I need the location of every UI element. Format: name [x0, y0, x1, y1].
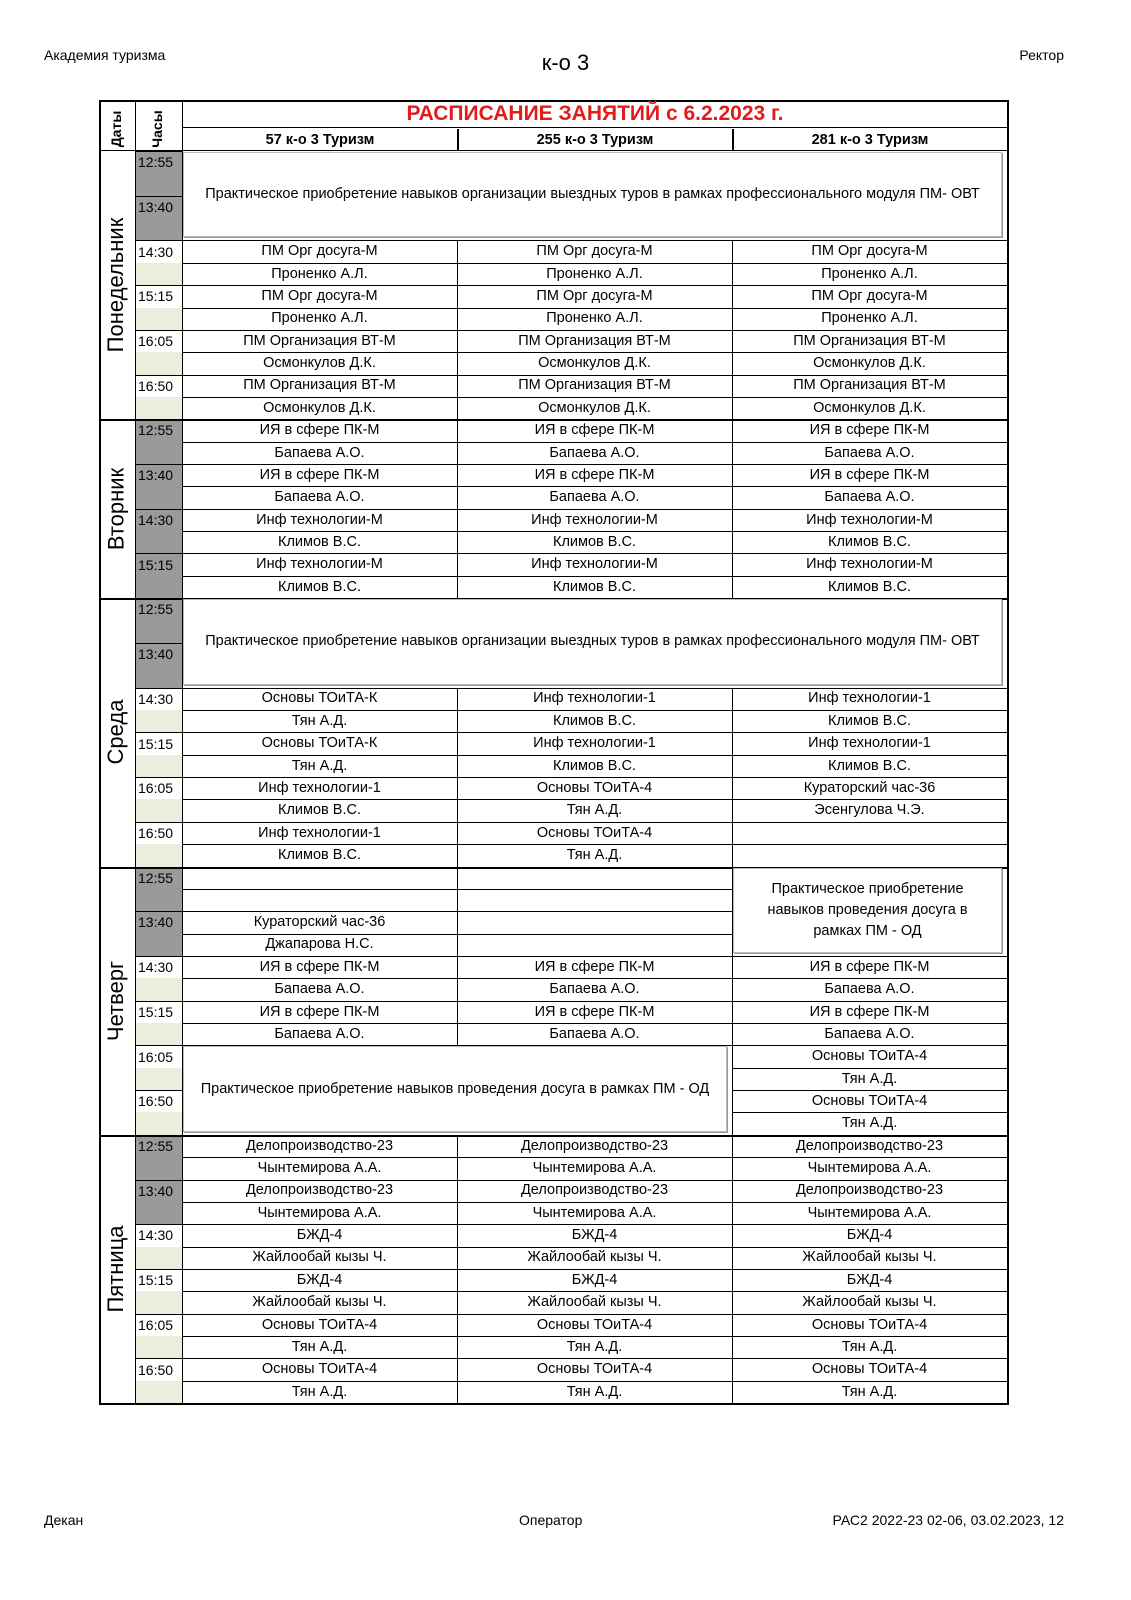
time-slot-filler	[135, 844, 182, 866]
subject-cell: Основы ТОиТА-К	[261, 690, 378, 707]
teacher-cell: Климов В.С.	[278, 533, 361, 550]
teacher-cell: Джапарова Н.С.	[265, 936, 374, 953]
grid-line	[135, 285, 182, 286]
subject-cell: ПМ Организация ВТ-М	[793, 332, 946, 349]
time-slot-filler	[135, 1336, 182, 1358]
subject-cell: ИЯ в сфере ПК-М	[809, 1003, 930, 1020]
grid-line	[99, 1135, 1007, 1137]
teacher-cell: Тян А.Д.	[566, 847, 623, 863]
subject-cell: Основы ТОиТА-4	[811, 1316, 928, 1333]
day-label: Вторник	[102, 467, 128, 550]
time-slot: 13:40	[135, 1180, 182, 1202]
time-slot-filler	[135, 1112, 182, 1134]
grid-line	[135, 956, 182, 957]
subject-cell: БЖД-4	[296, 1271, 343, 1288]
teacher-cell: Климов В.С.	[828, 712, 911, 729]
teacher-cell: Чынтемирова А.А.	[257, 1204, 382, 1221]
time-slot: 15:15	[135, 285, 182, 307]
subject-cell: Основы ТОиТА-4	[536, 1316, 653, 1333]
teacher-cell: Чынтемирова А.А.	[257, 1160, 382, 1177]
subject-cell: Основы ТОиТА-К	[261, 735, 378, 752]
teacher-cell: Тян А.Д.	[841, 1338, 898, 1355]
teacher-cell: Проненко А.Л.	[271, 310, 368, 327]
time-slot: 12:55	[135, 598, 182, 620]
time-slot-filler	[135, 1157, 182, 1179]
time-slot-filler	[135, 1381, 182, 1403]
time-slot-filler	[135, 218, 182, 240]
subject-cell: Делопроизводство-23	[520, 1137, 669, 1154]
teacher-cell: Проненко А.Л.	[821, 265, 918, 282]
subject-cell: Инф технологии-М	[256, 556, 383, 573]
teacher-cell: Проненко А.Л.	[821, 310, 918, 327]
time-slot: 12:55	[135, 1135, 182, 1157]
time-slot-filler	[135, 263, 182, 285]
subject-cell: ПМ Организация ВТ-М	[243, 332, 396, 349]
teacher-cell: Тян А.Д.	[566, 1338, 623, 1355]
grid-line	[135, 196, 182, 197]
time-slot: 15:15	[135, 1269, 182, 1291]
teacher-cell: Климов В.С.	[278, 802, 361, 819]
teacher-cell: Климов В.С.	[828, 757, 911, 774]
teacher-cell: Тян А.Д.	[841, 1070, 898, 1087]
time-slot: 16:05	[135, 330, 182, 352]
subject-cell	[457, 911, 732, 933]
time-slot-filler	[135, 621, 182, 643]
grid-line	[135, 1090, 182, 1091]
teacher-cell: Жайлообай кызы Ч.	[802, 1249, 937, 1266]
practice-block: Практическое приобретение навыков организации выездных туров в рамках профессионального модуля ПМ- ОВТ	[183, 152, 1002, 237]
subject-cell: БЖД-4	[846, 1227, 893, 1244]
subject-cell: Основы ТОиТА-4	[811, 1048, 928, 1065]
subject-cell: ИЯ в сфере ПК-М	[534, 1003, 655, 1020]
subject-cell: БЖД-4	[296, 1227, 343, 1244]
time-slot: 16:50	[135, 375, 182, 397]
time-slot: 12:55	[135, 419, 182, 441]
time-slot-filler	[135, 1068, 182, 1090]
subject-cell: ИЯ в сфере ПК-М	[809, 466, 930, 483]
time-slot: 12:55	[135, 867, 182, 889]
group-header-57: 57 к-о 3 Туризм	[265, 132, 375, 148]
teacher-cell	[457, 934, 732, 956]
grid-line	[135, 822, 182, 823]
subject-cell: ПМ Орг досуга-М	[261, 243, 378, 260]
teacher-cell: Тян А.Д.	[566, 1383, 623, 1400]
grid-line	[135, 777, 182, 778]
subject-cell: Делопроизводство-23	[795, 1137, 944, 1154]
time-slot: 14:30	[135, 509, 182, 531]
subject-cell: Основы ТОиТА-4	[536, 779, 653, 796]
subject-cell: Основы ТОиТА-4	[536, 824, 653, 841]
subject-cell: Инф технологии-1	[258, 824, 381, 841]
time-slot-filler	[135, 486, 182, 508]
time-slot-filler	[135, 1202, 182, 1224]
subject-cell: ИЯ в сфере ПК-М	[259, 466, 380, 483]
teacher-cell: Бапаева А.О.	[549, 444, 640, 461]
subject-cell: ПМ Орг досуга-М	[811, 243, 928, 260]
grid-line	[135, 1224, 182, 1225]
time-slot: 13:40	[135, 196, 182, 218]
time-slot: 15:15	[135, 732, 182, 754]
subject-cell: ПМ Организация ВТ-М	[518, 332, 671, 349]
time-slot-filler	[135, 799, 182, 821]
subject-cell: Инф технологии-М	[531, 511, 658, 528]
teacher-cell: Тян А.Д.	[841, 1115, 898, 1132]
time-slot: 13:40	[135, 643, 182, 665]
teacher-cell: Бапаева А.О.	[824, 981, 915, 998]
practice-block: Практическое приобретение навыков проведения досуга в рамках ПМ - ОД	[183, 1046, 727, 1131]
subject-cell: ИЯ в сфере ПК-М	[534, 466, 655, 483]
subject-cell: Кураторский час-36	[803, 779, 936, 796]
column-header-hours: Часы	[149, 110, 165, 148]
time-slot-filler	[135, 531, 182, 553]
teacher-cell: Жайлообай кызы Ч.	[802, 1294, 937, 1311]
time-slot-filler	[135, 397, 182, 419]
teacher-cell: Бапаева А.О.	[549, 981, 640, 998]
subject-cell: БЖД-4	[846, 1271, 893, 1288]
time-slot: 14:30	[135, 1224, 182, 1246]
teacher-cell: Бапаева А.О.	[549, 489, 640, 506]
footer-center: Оператор	[519, 1512, 583, 1528]
subject-cell: БЖД-4	[571, 1271, 618, 1288]
subject-cell: ИЯ в сфере ПК-М	[809, 958, 930, 975]
time-slot: 12:55	[135, 151, 182, 173]
grid-line	[135, 464, 182, 465]
teacher-cell: Бапаева А.О.	[274, 489, 365, 506]
teacher-cell: Осмонкулов Д.К.	[538, 355, 651, 372]
grid-line	[135, 240, 182, 241]
time-slot: 14:30	[135, 240, 182, 262]
teacher-cell: Чынтемирова А.А.	[532, 1204, 657, 1221]
teacher-cell: Тян А.Д.	[841, 1383, 898, 1400]
teacher-cell: Климов В.С.	[278, 578, 361, 595]
time-slot-filler	[135, 755, 182, 777]
subject-cell: ИЯ в сфере ПК-М	[534, 958, 655, 975]
time-slot-filler	[135, 934, 182, 956]
grid-line	[135, 509, 182, 510]
teacher-cell: Климов В.С.	[553, 757, 636, 774]
grid-line	[135, 1001, 182, 1002]
time-slot-filler	[135, 308, 182, 330]
grid-line	[135, 330, 182, 331]
grid-line	[135, 688, 182, 689]
teacher-cell: Жайлообай кызы Ч.	[252, 1249, 387, 1266]
grid-line	[135, 1180, 182, 1181]
teacher-cell: Тян А.Д.	[291, 1383, 348, 1400]
teacher-cell: Осмонкулов Д.К.	[263, 399, 376, 416]
subject-cell: ПМ Орг досуга-М	[261, 288, 378, 304]
grid-line	[135, 553, 182, 554]
time-slot: 15:15	[135, 553, 182, 575]
teacher-cell: Осмонкулов Д.К.	[813, 355, 926, 372]
grid-line	[1007, 100, 1009, 1404]
teacher-cell	[732, 844, 1007, 866]
teacher-cell: Тян А.Д.	[566, 802, 623, 819]
grid-line	[135, 1314, 182, 1315]
teacher-cell: Эсенгулова Ч.Э.	[814, 802, 925, 819]
teacher-cell: Жайлообай кызы Ч.	[527, 1294, 662, 1311]
teacher-cell: Осмонкулов Д.К.	[538, 399, 651, 416]
teacher-cell: Чынтемирова А.А.	[532, 1160, 657, 1177]
group-header-281: 281 к-о 3 Туризм	[811, 132, 929, 148]
grid-line	[135, 1045, 182, 1046]
time-slot: 16:50	[135, 1358, 182, 1380]
time-slot-filler	[135, 710, 182, 732]
grid-line	[99, 419, 1007, 421]
subject-cell: Делопроизводство-23	[795, 1182, 944, 1199]
teacher-cell: Тян А.Д.	[291, 1338, 348, 1355]
time-slot: 13:40	[135, 464, 182, 486]
day-label: Среда	[103, 699, 128, 765]
grid-line	[182, 100, 183, 1403]
teacher-cell: Бапаева А.О.	[824, 1025, 915, 1042]
time-slot-filler	[135, 1291, 182, 1313]
teacher-cell: Бапаева А.О.	[274, 981, 365, 998]
subject-cell: Основы ТОиТА-4	[261, 1316, 378, 1333]
subject-cell: Основы ТОиТА-4	[536, 1361, 653, 1378]
day-label: Понедельник	[103, 217, 128, 353]
schedule-title: РАСПИСАНИЕ ЗАНЯТИЙ с 6.2.2023 г.	[406, 102, 784, 125]
subject-cell: ИЯ в сфере ПК-М	[259, 422, 380, 439]
subject-cell: Делопроизводство-23	[245, 1137, 394, 1154]
subject-cell: Основы ТОиТА-4	[811, 1092, 928, 1109]
teacher-cell: Климов В.С.	[828, 533, 911, 550]
teacher-cell: Бапаева А.О.	[824, 489, 915, 506]
teacher-cell: Климов В.С.	[553, 578, 636, 595]
time-slot-filler	[135, 889, 182, 911]
teacher-cell: Чынтемирова А.А.	[807, 1160, 932, 1177]
time-slot: 13:40	[135, 911, 182, 933]
subject-cell: Инф технологии-1	[808, 735, 931, 752]
subject-cell: Делопроизводство-23	[245, 1182, 394, 1199]
time-slot: 16:05	[135, 777, 182, 799]
teacher-cell: Бапаева А.О.	[274, 444, 365, 461]
teacher-cell: Климов В.С.	[553, 712, 636, 729]
subject-cell: Инф технологии-1	[533, 735, 656, 752]
teacher-cell: Чынтемирова А.А.	[807, 1204, 932, 1221]
subject-cell: Инф технологии-М	[256, 511, 383, 528]
subject-cell: ИЯ в сфере ПК-М	[534, 422, 655, 439]
teacher-cell: Климов В.С.	[553, 533, 636, 550]
time-slot-filler	[135, 576, 182, 598]
subject-cell: Инф технологии-1	[808, 690, 931, 707]
teacher-cell: Жайлообай кызы Ч.	[252, 1294, 387, 1311]
subject-cell: ПМ Орг досуга-М	[811, 288, 928, 304]
subject-cell: Делопроизводство-23	[520, 1182, 669, 1199]
practice-block: Практическое приобретение навыков организации выездных туров в рамках профессионального модуля ПМ- ОВТ	[183, 599, 1002, 684]
day-label: Пятница	[103, 1225, 128, 1313]
grid-line	[135, 1269, 182, 1270]
practice-block: Практическое приобретение навыков проведения досуга в рамках ПМ - ОД	[733, 868, 1002, 953]
grid-line	[135, 732, 182, 733]
grid-line	[135, 375, 182, 376]
grid-line	[135, 1358, 182, 1359]
footer-left: Декан	[44, 1512, 84, 1528]
grid-line	[99, 1403, 1009, 1405]
subject-cell: Основы ТОиТА-4	[261, 1361, 378, 1378]
time-slot: 16:50	[135, 1090, 182, 1112]
subject-cell: Кураторский час-36	[253, 914, 386, 931]
time-slot: 16:05	[135, 1045, 182, 1067]
grid-line	[135, 643, 182, 644]
time-slot-filler	[135, 978, 182, 1000]
subject-cell: ПМ Организация ВТ-М	[793, 377, 946, 394]
header-left: Академия туризма	[44, 47, 166, 63]
day-label: Четверг	[103, 960, 128, 1041]
time-slot-filler	[135, 173, 182, 195]
time-slot: 16:05	[135, 1314, 182, 1336]
subject-cell: ПМ Орг досуга-М	[536, 288, 653, 304]
teacher-cell	[182, 889, 457, 911]
teacher-cell: Климов В.С.	[278, 847, 361, 863]
teacher-cell: Бапаева А.О.	[824, 444, 915, 461]
subject-cell: ИЯ в сфере ПК-М	[259, 1003, 380, 1020]
teacher-cell: Проненко А.Л.	[546, 265, 643, 282]
teacher-cell: Осмонкулов Д.К.	[263, 355, 376, 372]
time-slot: 16:50	[135, 822, 182, 844]
grid-line	[182, 127, 1007, 128]
subject-cell: ИЯ в сфере ПК-М	[259, 958, 380, 975]
group-header-255: 255 к-о 3 Туризм	[536, 132, 654, 148]
subject-cell: Основы ТОиТА-4	[811, 1361, 928, 1378]
teacher-cell: Бапаева А.О.	[549, 1025, 640, 1042]
subject-cell	[182, 867, 457, 889]
subject-cell: БЖД-4	[571, 1227, 618, 1244]
column-header-dates: Даты	[108, 110, 124, 148]
subject-cell	[457, 867, 732, 889]
teacher-cell	[457, 889, 732, 911]
time-slot-filler	[135, 442, 182, 464]
grid-line	[135, 151, 182, 152]
subject-cell: Инф технологии-1	[258, 779, 381, 796]
teacher-cell: Проненко А.Л.	[271, 265, 368, 282]
subject-cell: ПМ Орг досуга-М	[536, 243, 653, 260]
time-slot-filler	[135, 665, 182, 687]
subject-cell	[732, 822, 1007, 844]
header-right: Ректор	[1019, 47, 1064, 63]
time-slot-filler	[135, 1247, 182, 1269]
footer-right: РАС2 2022-23 02-06, 03.02.2023, 12	[832, 1512, 1064, 1528]
time-slot: 15:15	[135, 1001, 182, 1023]
teacher-cell: Тян А.Д.	[291, 757, 348, 774]
subject-cell: ИЯ в сфере ПК-М	[809, 422, 930, 439]
teacher-cell: Бапаева А.О.	[274, 1025, 365, 1042]
teacher-cell: Проненко А.Л.	[546, 310, 643, 327]
header-center: к-о 3	[541, 50, 590, 75]
grid-line	[135, 911, 182, 912]
time-slot: 14:30	[135, 956, 182, 978]
subject-cell: Инф технологии-1	[533, 690, 656, 707]
grid-line	[135, 100, 136, 1403]
time-slot: 14:30	[135, 688, 182, 710]
subject-cell: ПМ Организация ВТ-М	[518, 377, 671, 394]
teacher-cell: Тян А.Д.	[291, 712, 348, 729]
teacher-cell: Жайлообай кызы Ч.	[527, 1249, 662, 1266]
teacher-cell: Осмонкулов Д.К.	[813, 399, 926, 416]
time-slot-filler	[135, 352, 182, 374]
time-slot-filler	[135, 1023, 182, 1045]
subject-cell: Инф технологии-М	[531, 556, 658, 573]
grid-line	[99, 100, 101, 1404]
subject-cell: Инф технологии-М	[806, 556, 933, 573]
subject-cell: ПМ Организация ВТ-М	[243, 377, 396, 394]
subject-cell: Инф технологии-М	[806, 511, 933, 528]
teacher-cell: Климов В.С.	[828, 578, 911, 595]
grid-line	[182, 150, 1007, 151]
